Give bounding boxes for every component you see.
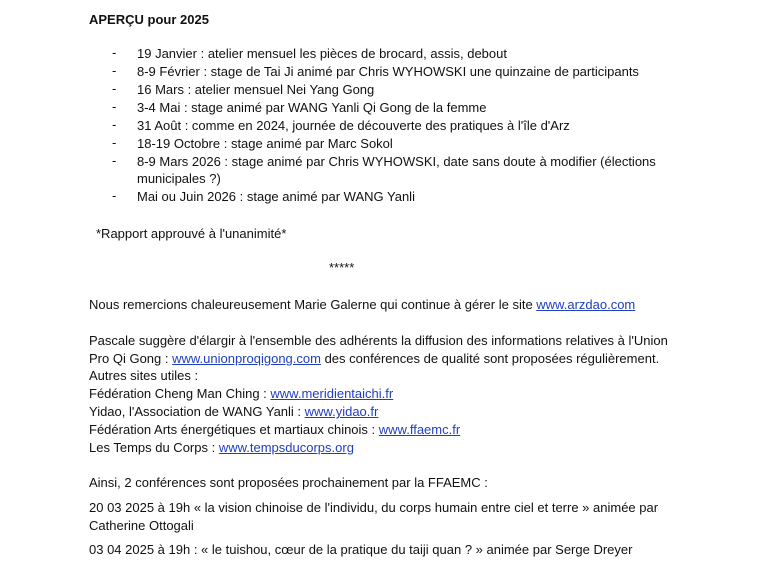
bullet-dash: -	[112, 135, 117, 150]
site-row	[89, 421, 460, 438]
conference-1-line-2: Catherine Ottogali	[89, 518, 194, 533]
site-label: Fédération Cheng Man Ching :	[89, 386, 271, 401]
list-item: 8-9 Février : stage de Tai Ji animé par Chris WYHOWSKI une quinzaine de participants	[137, 64, 639, 79]
yidao-link[interactable]: www.yidao.fr	[304, 404, 379, 419]
list-item: 31 Août : comme en 2024, journée de découverte des pratiques à l'île d'Arz	[137, 118, 570, 133]
tempsducorps-link[interactable]: www.tempsducorps.org	[218, 440, 354, 455]
conference-1-line-1: 20 03 2025 à 19h « la vision chinoise de l'individu, du corps humain entre ciel et terre » animée par	[89, 500, 659, 515]
arzdao-link[interactable]: www.arzdao.com	[536, 297, 636, 312]
site-row	[89, 403, 378, 420]
pascale-line-1: Pascale suggère d'élargir à l'ensemble des adhérents la diffusion des informations relatives à l'Union	[89, 333, 668, 348]
list-item: 16 Mars : atelier mensuel Nei Yang Gong	[137, 82, 375, 97]
bullet-dash: -	[112, 188, 117, 203]
conference-2: 03 04 2025 à 19h : « le tuishou, cœur de la pratique du taiji quan ? » animée par Serge Dreyer	[89, 542, 633, 557]
unionproqigong-link[interactable]: www.unionproqigong.com	[172, 351, 321, 366]
thanks-text: Nous remercions chaleureusement Marie Galerne qui continue à gérer le site	[89, 297, 537, 312]
separator-stars: *****	[329, 260, 355, 275]
site-row	[89, 385, 393, 402]
meridientaichi-link[interactable]: www.meridientaichi.fr	[270, 386, 394, 401]
pascale-suffix: des conférences de qualité sont proposées régulièrement.	[320, 351, 660, 366]
bullet-dash: -	[112, 153, 117, 168]
bullet-dash: -	[112, 117, 117, 132]
site-label: Les Temps du Corps :	[89, 440, 219, 455]
other-sites-title: Autres sites utiles :	[89, 368, 199, 383]
pascale-line-2	[89, 350, 659, 367]
ffaemc-link[interactable]: www.ffaemc.fr	[378, 422, 461, 437]
bullet-dash: -	[112, 99, 117, 114]
bullet-dash: -	[112, 63, 117, 78]
bullet-dash: -	[112, 45, 117, 60]
site-label: Yidao, l'Association de WANG Yanli :	[89, 404, 305, 419]
section-heading: APERÇU pour 2025	[89, 12, 209, 27]
list-item: 19 Janvier : atelier mensuel les pièces de brocard, assis, debout	[137, 46, 507, 61]
conferences-intro: Ainsi, 2 conférences sont proposées prochainement par la FFAEMC :	[89, 475, 488, 490]
list-item: 18-19 Octobre : stage animé par Marc Sokol	[137, 136, 393, 151]
list-item: Mai ou Juin 2026 : stage animé par WANG Yanli	[137, 189, 415, 204]
pascale-prefix: Pro Qi Gong :	[89, 351, 173, 366]
list-item-continuation: municipales ?)	[137, 171, 221, 186]
thanks-paragraph	[89, 296, 635, 313]
site-row	[89, 439, 354, 456]
list-item: 3-4 Mai : stage animé par WANG Yanli Qi Gong de la femme	[137, 100, 487, 115]
site-label: Fédération Arts énergétiques et martiaux chinois :	[89, 422, 379, 437]
list-item: 8-9 Mars 2026 : stage animé par Chris WYHOWSKI, date sans doute à modifier (élections	[137, 154, 656, 169]
bullet-dash: -	[112, 81, 117, 96]
report-note: *Rapport approuvé à l'unanimité*	[96, 226, 287, 241]
